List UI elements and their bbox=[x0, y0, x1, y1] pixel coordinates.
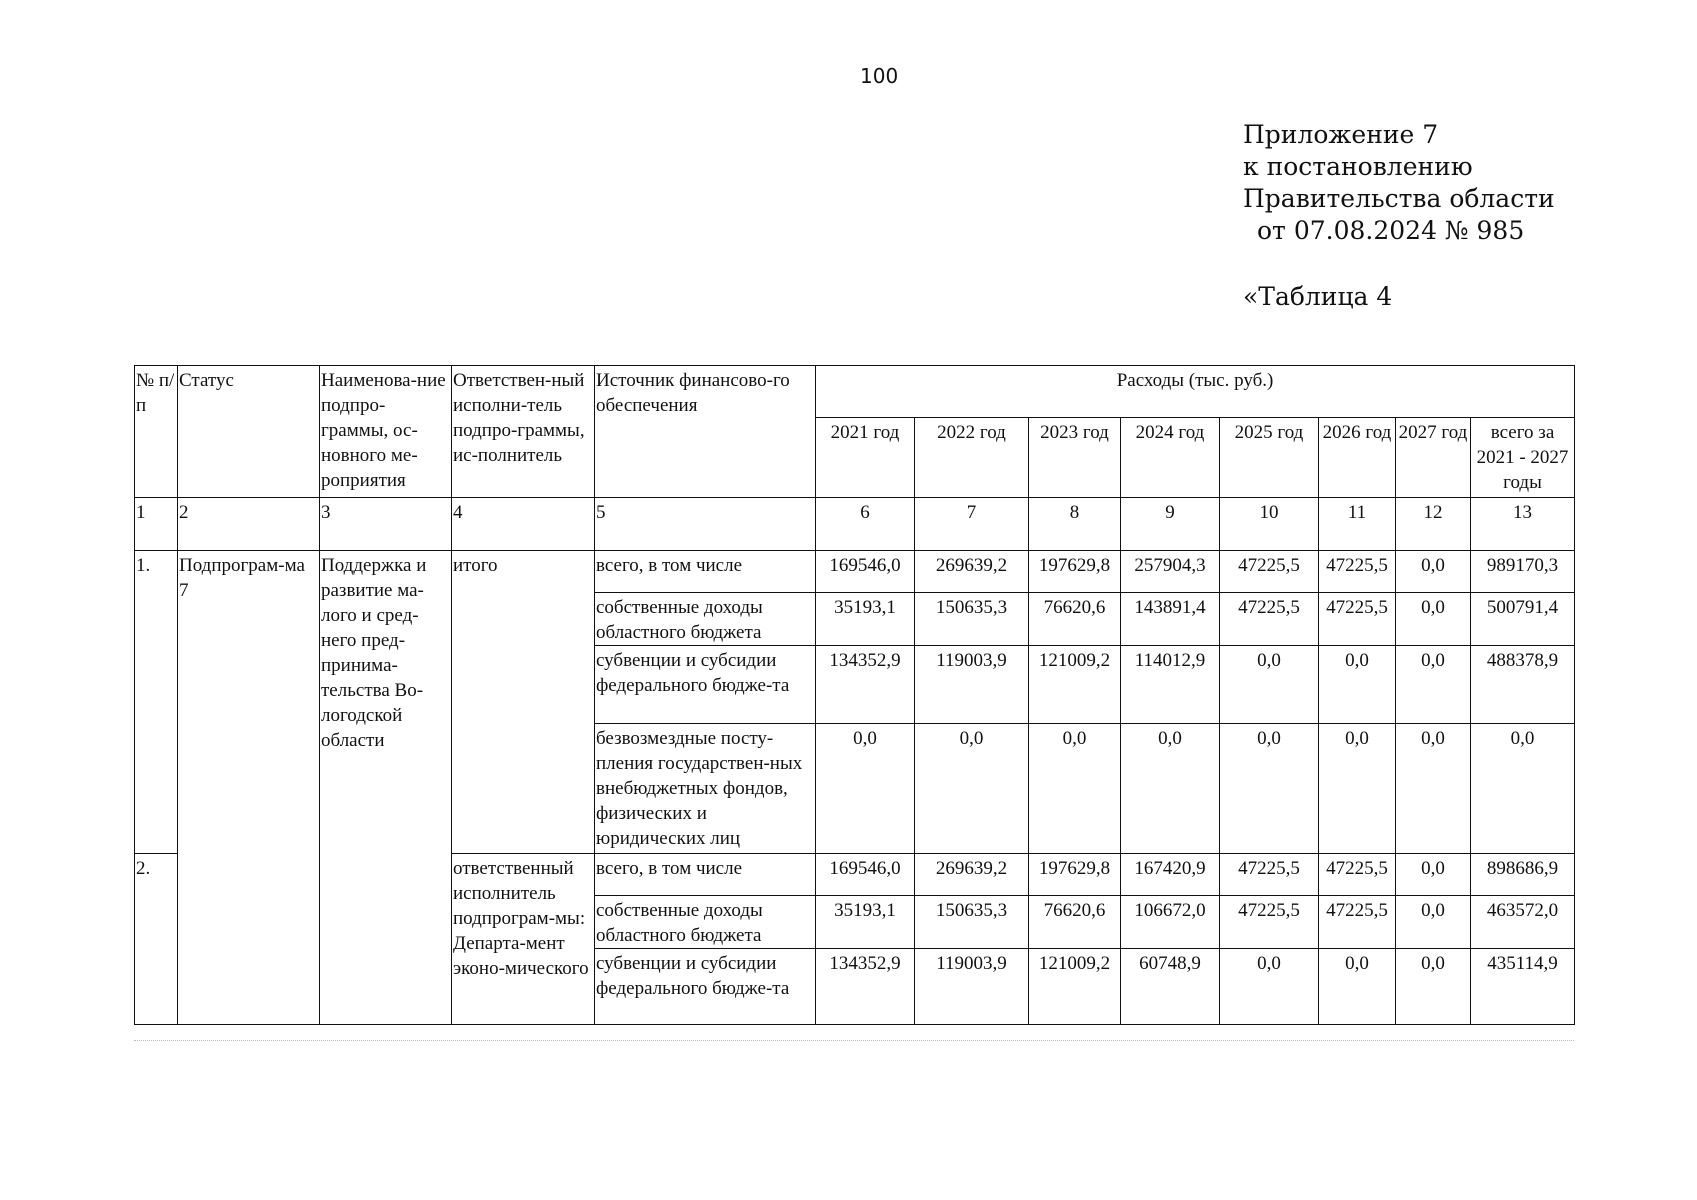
row-responsible: итого bbox=[452, 551, 595, 854]
value-cell: 47225,5 bbox=[1319, 551, 1396, 593]
value-cell: 500791,4 bbox=[1471, 593, 1575, 646]
value-cell: 0,0 bbox=[1396, 854, 1471, 896]
value-cell: 143891,4 bbox=[1121, 593, 1220, 646]
row-source: всего, в том числе bbox=[595, 854, 816, 896]
column-number: 11 bbox=[1319, 498, 1396, 551]
appendix-block bbox=[1243, 119, 1555, 247]
value-cell: 106672,0 bbox=[1121, 896, 1220, 949]
value-cell: 0,0 bbox=[1220, 949, 1319, 1025]
value-cell: 47225,5 bbox=[1220, 593, 1319, 646]
value-cell: 35193,1 bbox=[816, 593, 915, 646]
row-name: Поддержка и развитие ма-лого и сред-него пред-принима-тельства Во-логодской области bbox=[320, 551, 452, 1025]
column-number: 7 bbox=[915, 498, 1029, 551]
column-number: 6 bbox=[816, 498, 915, 551]
value-cell: 76620,6 bbox=[1029, 593, 1121, 646]
value-cell: 269639,2 bbox=[915, 854, 1029, 896]
value-cell: 47225,5 bbox=[1220, 551, 1319, 593]
column-number: 2 bbox=[178, 498, 320, 551]
appendix-line: Приложение 7 bbox=[1243, 120, 1439, 149]
table-label: «Таблица 4 bbox=[1243, 282, 1393, 311]
value-cell: 0,0 bbox=[1471, 724, 1575, 854]
column-number: 1 bbox=[135, 498, 178, 551]
column-number: 12 bbox=[1396, 498, 1471, 551]
value-cell: 989170,3 bbox=[1471, 551, 1575, 593]
value-cell: 114012,9 bbox=[1121, 646, 1220, 724]
appendix-line: Правительства области bbox=[1243, 184, 1555, 213]
header-status: Статус bbox=[178, 366, 320, 498]
header-year: 2025 год bbox=[1220, 418, 1319, 498]
value-cell: 167420,9 bbox=[1121, 854, 1220, 896]
value-cell: 0,0 bbox=[1220, 646, 1319, 724]
row-source: субвенции и субсидии федерального бюдже-та bbox=[595, 646, 816, 724]
row-responsible: ответственный исполнитель подпрограм-мы: Департа-мент эконо-мического bbox=[452, 854, 595, 1025]
header-name: Наименова-ние подпро-граммы, ос-новного ме-роприятия bbox=[320, 366, 452, 498]
value-cell: 47225,5 bbox=[1220, 854, 1319, 896]
value-cell: 169546,0 bbox=[816, 551, 915, 593]
value-cell: 0,0 bbox=[1396, 896, 1471, 949]
column-number: 10 bbox=[1220, 498, 1319, 551]
value-cell: 47225,5 bbox=[1319, 854, 1396, 896]
value-cell: 257904,3 bbox=[1121, 551, 1220, 593]
value-cell: 0,0 bbox=[1396, 724, 1471, 854]
row-source: безвозмездные посту-пления государствен-ных внебюджетных фондов, физических и юридических лиц bbox=[595, 724, 816, 854]
header-responsible: Ответствен-ный исполни-тель подпро-граммы, ис-полнитель bbox=[452, 366, 595, 498]
row-status: Подпрограм-ма 7 bbox=[178, 551, 320, 1025]
value-cell: 121009,2 bbox=[1029, 646, 1121, 724]
value-cell: 47225,5 bbox=[1319, 896, 1396, 949]
value-cell: 269639,2 bbox=[915, 551, 1029, 593]
value-cell: 0,0 bbox=[1319, 646, 1396, 724]
value-cell: 0,0 bbox=[1319, 949, 1396, 1025]
value-cell: 0,0 bbox=[816, 724, 915, 854]
value-cell: 169546,0 bbox=[816, 854, 915, 896]
page-number: 100 bbox=[860, 64, 899, 88]
value-cell: 488378,9 bbox=[1471, 646, 1575, 724]
appendix-line: к постановлению bbox=[1243, 152, 1473, 181]
header-year: 2023 год bbox=[1029, 418, 1121, 498]
column-number: 4 bbox=[452, 498, 595, 551]
row-source: всего, в том числе bbox=[595, 551, 816, 593]
row-num: 1. bbox=[135, 551, 178, 854]
value-cell: 134352,9 bbox=[816, 949, 915, 1025]
value-cell: 197629,8 bbox=[1029, 551, 1121, 593]
value-cell: 0,0 bbox=[915, 724, 1029, 854]
header-expenses: Расходы (тыс. руб.) bbox=[816, 366, 1575, 418]
value-cell: 0,0 bbox=[1396, 949, 1471, 1025]
column-number: 3 bbox=[320, 498, 452, 551]
value-cell: 435114,9 bbox=[1471, 949, 1575, 1025]
value-cell: 898686,9 bbox=[1471, 854, 1575, 896]
value-cell: 463572,0 bbox=[1471, 896, 1575, 949]
table-row bbox=[135, 551, 1575, 593]
value-cell: 47225,5 bbox=[1319, 593, 1396, 646]
header-year: 2026 год bbox=[1319, 418, 1396, 498]
header-year: 2027 год bbox=[1396, 418, 1471, 498]
column-number: 13 bbox=[1471, 498, 1575, 551]
value-cell: 76620,6 bbox=[1029, 896, 1121, 949]
header-year: 2022 год bbox=[915, 418, 1029, 498]
value-cell: 121009,2 bbox=[1029, 949, 1121, 1025]
column-number: 8 bbox=[1029, 498, 1121, 551]
header-source: Источник финансово-го обеспечения bbox=[595, 366, 816, 498]
header-year: 2024 год bbox=[1121, 418, 1220, 498]
column-number: 9 bbox=[1121, 498, 1220, 551]
value-cell: 0,0 bbox=[1121, 724, 1220, 854]
column-number: 5 bbox=[595, 498, 816, 551]
value-cell: 0,0 bbox=[1396, 593, 1471, 646]
row-num: 2. bbox=[135, 854, 178, 1025]
appendix-line: от 07.08.2024 № 985 bbox=[1257, 216, 1525, 245]
value-cell: 119003,9 bbox=[915, 949, 1029, 1025]
value-cell: 197629,8 bbox=[1029, 854, 1121, 896]
value-cell: 47225,5 bbox=[1220, 896, 1319, 949]
value-cell: 0,0 bbox=[1396, 551, 1471, 593]
value-cell: 60748,9 bbox=[1121, 949, 1220, 1025]
value-cell: 0,0 bbox=[1319, 724, 1396, 854]
row-source: собственные доходы областного бюджета bbox=[595, 896, 816, 949]
row-source: собственные доходы областного бюджета bbox=[595, 593, 816, 646]
value-cell: 0,0 bbox=[1396, 646, 1471, 724]
row-source: субвенции и субсидии федерального бюдже-та bbox=[595, 949, 816, 1025]
scan-artifact-line bbox=[134, 1040, 1574, 1041]
value-cell: 35193,1 bbox=[816, 896, 915, 949]
value-cell: 0,0 bbox=[1220, 724, 1319, 854]
value-cell: 119003,9 bbox=[915, 646, 1029, 724]
value-cell: 150635,3 bbox=[915, 593, 1029, 646]
header-year: всего за 2021 - 2027 годы bbox=[1471, 418, 1575, 498]
value-cell: 0,0 bbox=[1029, 724, 1121, 854]
value-cell: 150635,3 bbox=[915, 896, 1029, 949]
header-year: 2021 год bbox=[816, 418, 915, 498]
budget-table bbox=[134, 365, 1575, 1025]
value-cell: 134352,9 bbox=[816, 646, 915, 724]
header-num: № п/п bbox=[135, 366, 178, 498]
